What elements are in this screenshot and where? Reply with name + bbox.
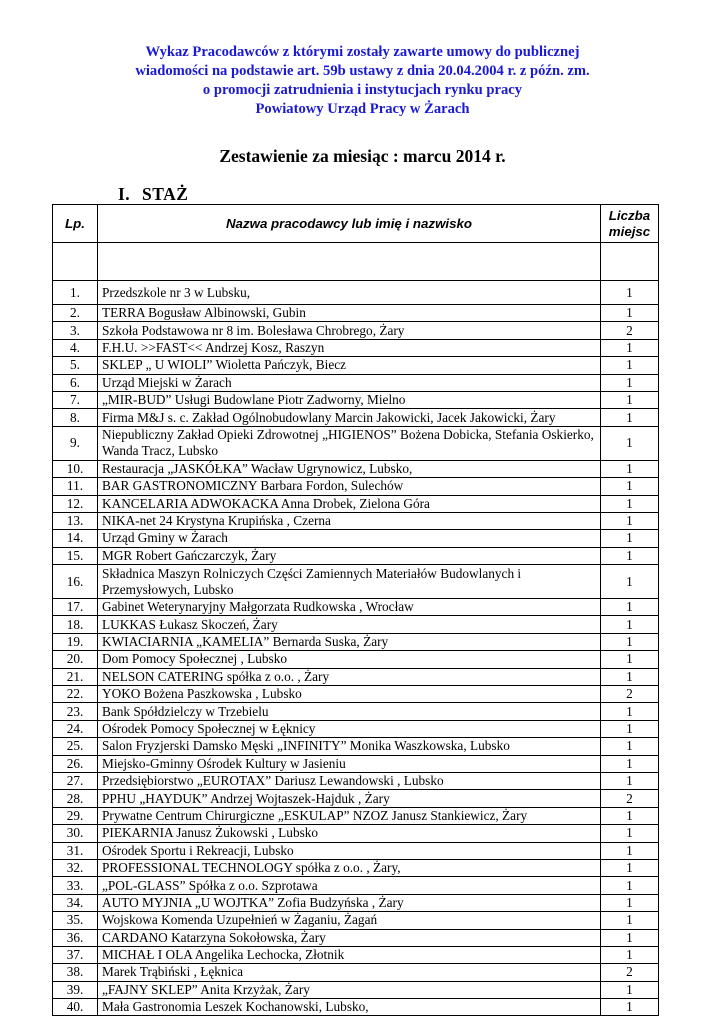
row-number: 23. — [53, 703, 98, 720]
places-count: 1 — [601, 305, 659, 322]
section-heading — [118, 184, 188, 205]
places-count: 1 — [601, 999, 659, 1016]
places-count: 1 — [601, 668, 659, 685]
row-number: 6. — [53, 374, 98, 391]
header-line-3: o promocji zatrudnienia i instytucjach rynku pracy — [202, 82, 523, 98]
employer-name: LUKKAS Łukasz Skoczeń, Żary — [98, 616, 601, 633]
places-count: 1 — [601, 478, 659, 495]
row-number: 21. — [53, 668, 98, 685]
employer-name: Ośrodek Sportu i Rekreacji, Lubsko — [98, 842, 601, 859]
employer-name: Niepubliczny Zakład Opieki Zdrowotnej „HIGIENOS” Bożena Dobicka, Stefania Oskierko, Wanda Tracz, Lubsko — [98, 426, 601, 460]
table-row — [53, 633, 659, 650]
table-row — [53, 460, 659, 477]
row-number: 29. — [53, 807, 98, 824]
table-row — [53, 322, 659, 339]
places-count: 1 — [601, 807, 659, 824]
column-header-name: Nazwa pracodawcy lub imię i nazwisko — [98, 205, 601, 243]
table-row — [53, 912, 659, 929]
employer-name: Gabinet Weterynaryjny Małgorzata Rudkowska , Wrocław — [98, 599, 601, 616]
employer-name: F.H.U. >>FAST<< Andrzej Kosz, Raszyn — [98, 339, 601, 356]
places-count: 1 — [601, 547, 659, 564]
places-count: 1 — [601, 599, 659, 616]
employer-name: Firma M&J s. c. Zakład Ogólnobudowlany Marcin Jakowicki, Jacek Jakowicki, Żary — [98, 409, 601, 426]
places-count: 1 — [601, 772, 659, 789]
table-row — [53, 755, 659, 772]
column-header-count-line-2: miejsc — [608, 223, 651, 239]
places-count: 1 — [601, 738, 659, 755]
table-row — [53, 616, 659, 633]
table-row — [53, 929, 659, 946]
places-count: 1 — [601, 946, 659, 963]
places-count: 1 — [601, 825, 659, 842]
table-row — [53, 703, 659, 720]
places-count: 1 — [601, 633, 659, 650]
employer-name: TERRA Bogusław Albinowski, Gubin — [98, 305, 601, 322]
column-header-count — [601, 205, 659, 243]
row-number: 26. — [53, 755, 98, 772]
row-number: 13. — [53, 512, 98, 529]
employer-name: YOKO Bożena Paszkowska , Lubsko — [98, 686, 601, 703]
row-number: 27. — [53, 772, 98, 789]
places-count: 1 — [601, 565, 659, 599]
places-count: 1 — [601, 530, 659, 547]
row-number: 9. — [53, 426, 98, 460]
places-count: 1 — [601, 281, 659, 305]
table-row — [53, 547, 659, 564]
places-count: 2 — [601, 964, 659, 981]
table-row — [53, 668, 659, 685]
table-row — [53, 495, 659, 512]
row-number: 15. — [53, 547, 98, 564]
header-spacer-row — [53, 243, 659, 281]
employer-name: „FAJNY SKLEP” Anita Krzyżak, Żary — [98, 981, 601, 998]
row-number: 37. — [53, 946, 98, 963]
employer-name: KANCELARIA ADWOKACKA Anna Drobek, Zielona Góra — [98, 495, 601, 512]
employer-name: NELSON CATERING spółka z o.o. , Żary — [98, 668, 601, 685]
row-number: 8. — [53, 409, 98, 426]
row-number: 5. — [53, 357, 98, 374]
employer-name: PROFESSIONAL TECHNOLOGY spółka z o.o. , Żary, — [98, 859, 601, 876]
table-row — [53, 281, 659, 305]
places-count: 1 — [601, 981, 659, 998]
places-count: 1 — [601, 651, 659, 668]
places-count: 1 — [601, 409, 659, 426]
row-number: 36. — [53, 929, 98, 946]
places-count: 1 — [601, 755, 659, 772]
employer-name: Prywatne Centrum Chirurgiczne „ESKULAP” NZOZ Janusz Stankiewicz, Żary — [98, 807, 601, 824]
table-row — [53, 530, 659, 547]
places-count: 1 — [601, 616, 659, 633]
employer-name: Wojskowa Komenda Uzupełnień w Żaganiu, Żagań — [98, 912, 601, 929]
employer-name: Miejsko-Gminny Ośrodek Kultury w Jasieniu — [98, 755, 601, 772]
row-number: 31. — [53, 842, 98, 859]
employer-name: Przedsiębiorstwo „EUROTAX” Dariusz Lewandowski , Lubsko — [98, 772, 601, 789]
table-row — [53, 409, 659, 426]
document-header — [0, 43, 725, 119]
row-number: 33. — [53, 877, 98, 894]
row-number: 18. — [53, 616, 98, 633]
table-row — [53, 478, 659, 495]
table-row — [53, 565, 659, 599]
places-count: 2 — [601, 322, 659, 339]
employer-name: Szkoła Podstawowa nr 8 im. Bolesława Chrobrego, Żary — [98, 322, 601, 339]
employer-name: SKLEP „ U WIOLI” Wioletta Pańczyk, Biecz — [98, 357, 601, 374]
table-row — [53, 339, 659, 356]
places-count: 2 — [601, 686, 659, 703]
table-row — [53, 651, 659, 668]
row-number: 10. — [53, 460, 98, 477]
employer-name: Urząd Miejski w Żarach — [98, 374, 601, 391]
employer-name: AUTO MYJNIA „U WOJTKA” Zofia Budzyńska , Żary — [98, 894, 601, 911]
row-number: 12. — [53, 495, 98, 512]
row-number: 2. — [53, 305, 98, 322]
section-number: I. — [118, 184, 131, 204]
table-row — [53, 686, 659, 703]
table-row — [53, 981, 659, 998]
employer-name: NIKA-net 24 Krystyna Krupińska , Czerna — [98, 512, 601, 529]
table-row — [53, 357, 659, 374]
row-number: 24. — [53, 720, 98, 737]
report-period-title: Zestawienie za miesiąc : marcu 2014 r. — [219, 146, 506, 166]
places-count: 1 — [601, 842, 659, 859]
employer-name: Bank Spółdzielczy w Trzebielu — [98, 703, 601, 720]
row-number: 7. — [53, 391, 98, 408]
row-number: 4. — [53, 339, 98, 356]
row-number: 39. — [53, 981, 98, 998]
employer-name: KWIACIARNIA „KAMELIA” Bernarda Suska, Żary — [98, 633, 601, 650]
row-number: 30. — [53, 825, 98, 842]
employer-name: Mała Gastronomia Leszek Kochanowski, Lubsko, — [98, 999, 601, 1016]
places-count: 1 — [601, 877, 659, 894]
places-count: 1 — [601, 426, 659, 460]
table-row — [53, 738, 659, 755]
table-row — [53, 946, 659, 963]
table-row — [53, 512, 659, 529]
table-row — [53, 374, 659, 391]
employer-name: Składnica Maszyn Rolniczych Części Zamiennych Materiałów Budowlanych i Przemysłowych, Lubsko — [98, 565, 601, 599]
row-number: 20. — [53, 651, 98, 668]
places-count: 1 — [601, 703, 659, 720]
table-row — [53, 842, 659, 859]
table-row — [53, 825, 659, 842]
table-header-row — [53, 205, 659, 243]
places-count: 1 — [601, 357, 659, 374]
employer-name: Marek Trąbiński , Łęknica — [98, 964, 601, 981]
places-count: 1 — [601, 720, 659, 737]
row-number: 17. — [53, 599, 98, 616]
places-count: 1 — [601, 859, 659, 876]
employer-name: PIEKARNIA Janusz Żukowski , Lubsko — [98, 825, 601, 842]
column-header-lp: Lp. — [53, 205, 98, 243]
employers-table — [52, 204, 659, 1016]
employer-name: BAR GASTRONOMICZNY Barbara Fordon, Sulechów — [98, 478, 601, 495]
employer-name: PPHU „HAYDUK” Andrzej Wojtaszek-Hajduk , Żary — [98, 790, 601, 807]
places-count: 1 — [601, 929, 659, 946]
places-count: 1 — [601, 391, 659, 408]
employer-name: MICHAŁ I OLA Angelika Lechocka, Złotnik — [98, 946, 601, 963]
employer-name: Salon Fryzjerski Damsko Męski „INFINITY” Monika Waszkowska, Lubsko — [98, 738, 601, 755]
employer-name: Ośrodek Pomocy Społecznej w Łęknicy — [98, 720, 601, 737]
row-number: 32. — [53, 859, 98, 876]
places-count: 1 — [601, 912, 659, 929]
employer-name: Dom Pomocy Społecznej , Lubsko — [98, 651, 601, 668]
row-number: 11. — [53, 478, 98, 495]
employer-name: Urząd Gminy w Żarach — [98, 530, 601, 547]
table-row — [53, 305, 659, 322]
employer-name: „POL-GLASS” Spółka z o.o. Szprotawa — [98, 877, 601, 894]
row-number: 35. — [53, 912, 98, 929]
table-row — [53, 859, 659, 876]
employer-name: „MIR-BUD” Usługi Budowlane Piotr Zadworny, Mielno — [98, 391, 601, 408]
places-count: 1 — [601, 460, 659, 477]
places-count: 1 — [601, 495, 659, 512]
employer-name: Przedszkole nr 3 w Lubsku, — [98, 281, 601, 305]
table-row — [53, 877, 659, 894]
table-row — [53, 999, 659, 1016]
table-row — [53, 720, 659, 737]
row-number: 16. — [53, 565, 98, 599]
places-count: 2 — [601, 790, 659, 807]
header-line-4: Powiatowy Urząd Pracy w Żarach — [255, 101, 470, 117]
row-number: 1. — [53, 281, 98, 305]
column-header-count-line-1: Liczba — [608, 207, 651, 223]
row-number: 14. — [53, 530, 98, 547]
row-number: 19. — [53, 633, 98, 650]
table-row — [53, 894, 659, 911]
header-line-2: wiadomości na podstawie art. 59b ustawy z dnia 20.04.2004 r. z późn. zm. — [135, 63, 590, 79]
row-number: 34. — [53, 894, 98, 911]
header-line-1: Wykaz Pracodawców z którymi zostały zawarte umowy do publicznej — [145, 44, 580, 60]
employer-name: CARDANO Katarzyna Sokołowska, Żary — [98, 929, 601, 946]
places-count: 1 — [601, 512, 659, 529]
table-row — [53, 807, 659, 824]
table-row — [53, 426, 659, 460]
places-count: 1 — [601, 894, 659, 911]
employer-name: MGR Robert Gańczarczyk, Żary — [98, 547, 601, 564]
places-count: 1 — [601, 374, 659, 391]
row-number: 28. — [53, 790, 98, 807]
table-row — [53, 391, 659, 408]
row-number: 3. — [53, 322, 98, 339]
employer-name: Restauracja „JASKÓŁKA” Wacław Ugrynowicz, Lubsko, — [98, 460, 601, 477]
table-row — [53, 772, 659, 789]
table-row — [53, 599, 659, 616]
row-number: 38. — [53, 964, 98, 981]
table-row — [53, 964, 659, 981]
table-body — [53, 281, 659, 1016]
places-count: 1 — [601, 339, 659, 356]
row-number: 22. — [53, 686, 98, 703]
section-title: STAŻ — [142, 184, 189, 204]
table-row — [53, 790, 659, 807]
row-number: 40. — [53, 999, 98, 1016]
row-number: 25. — [53, 738, 98, 755]
